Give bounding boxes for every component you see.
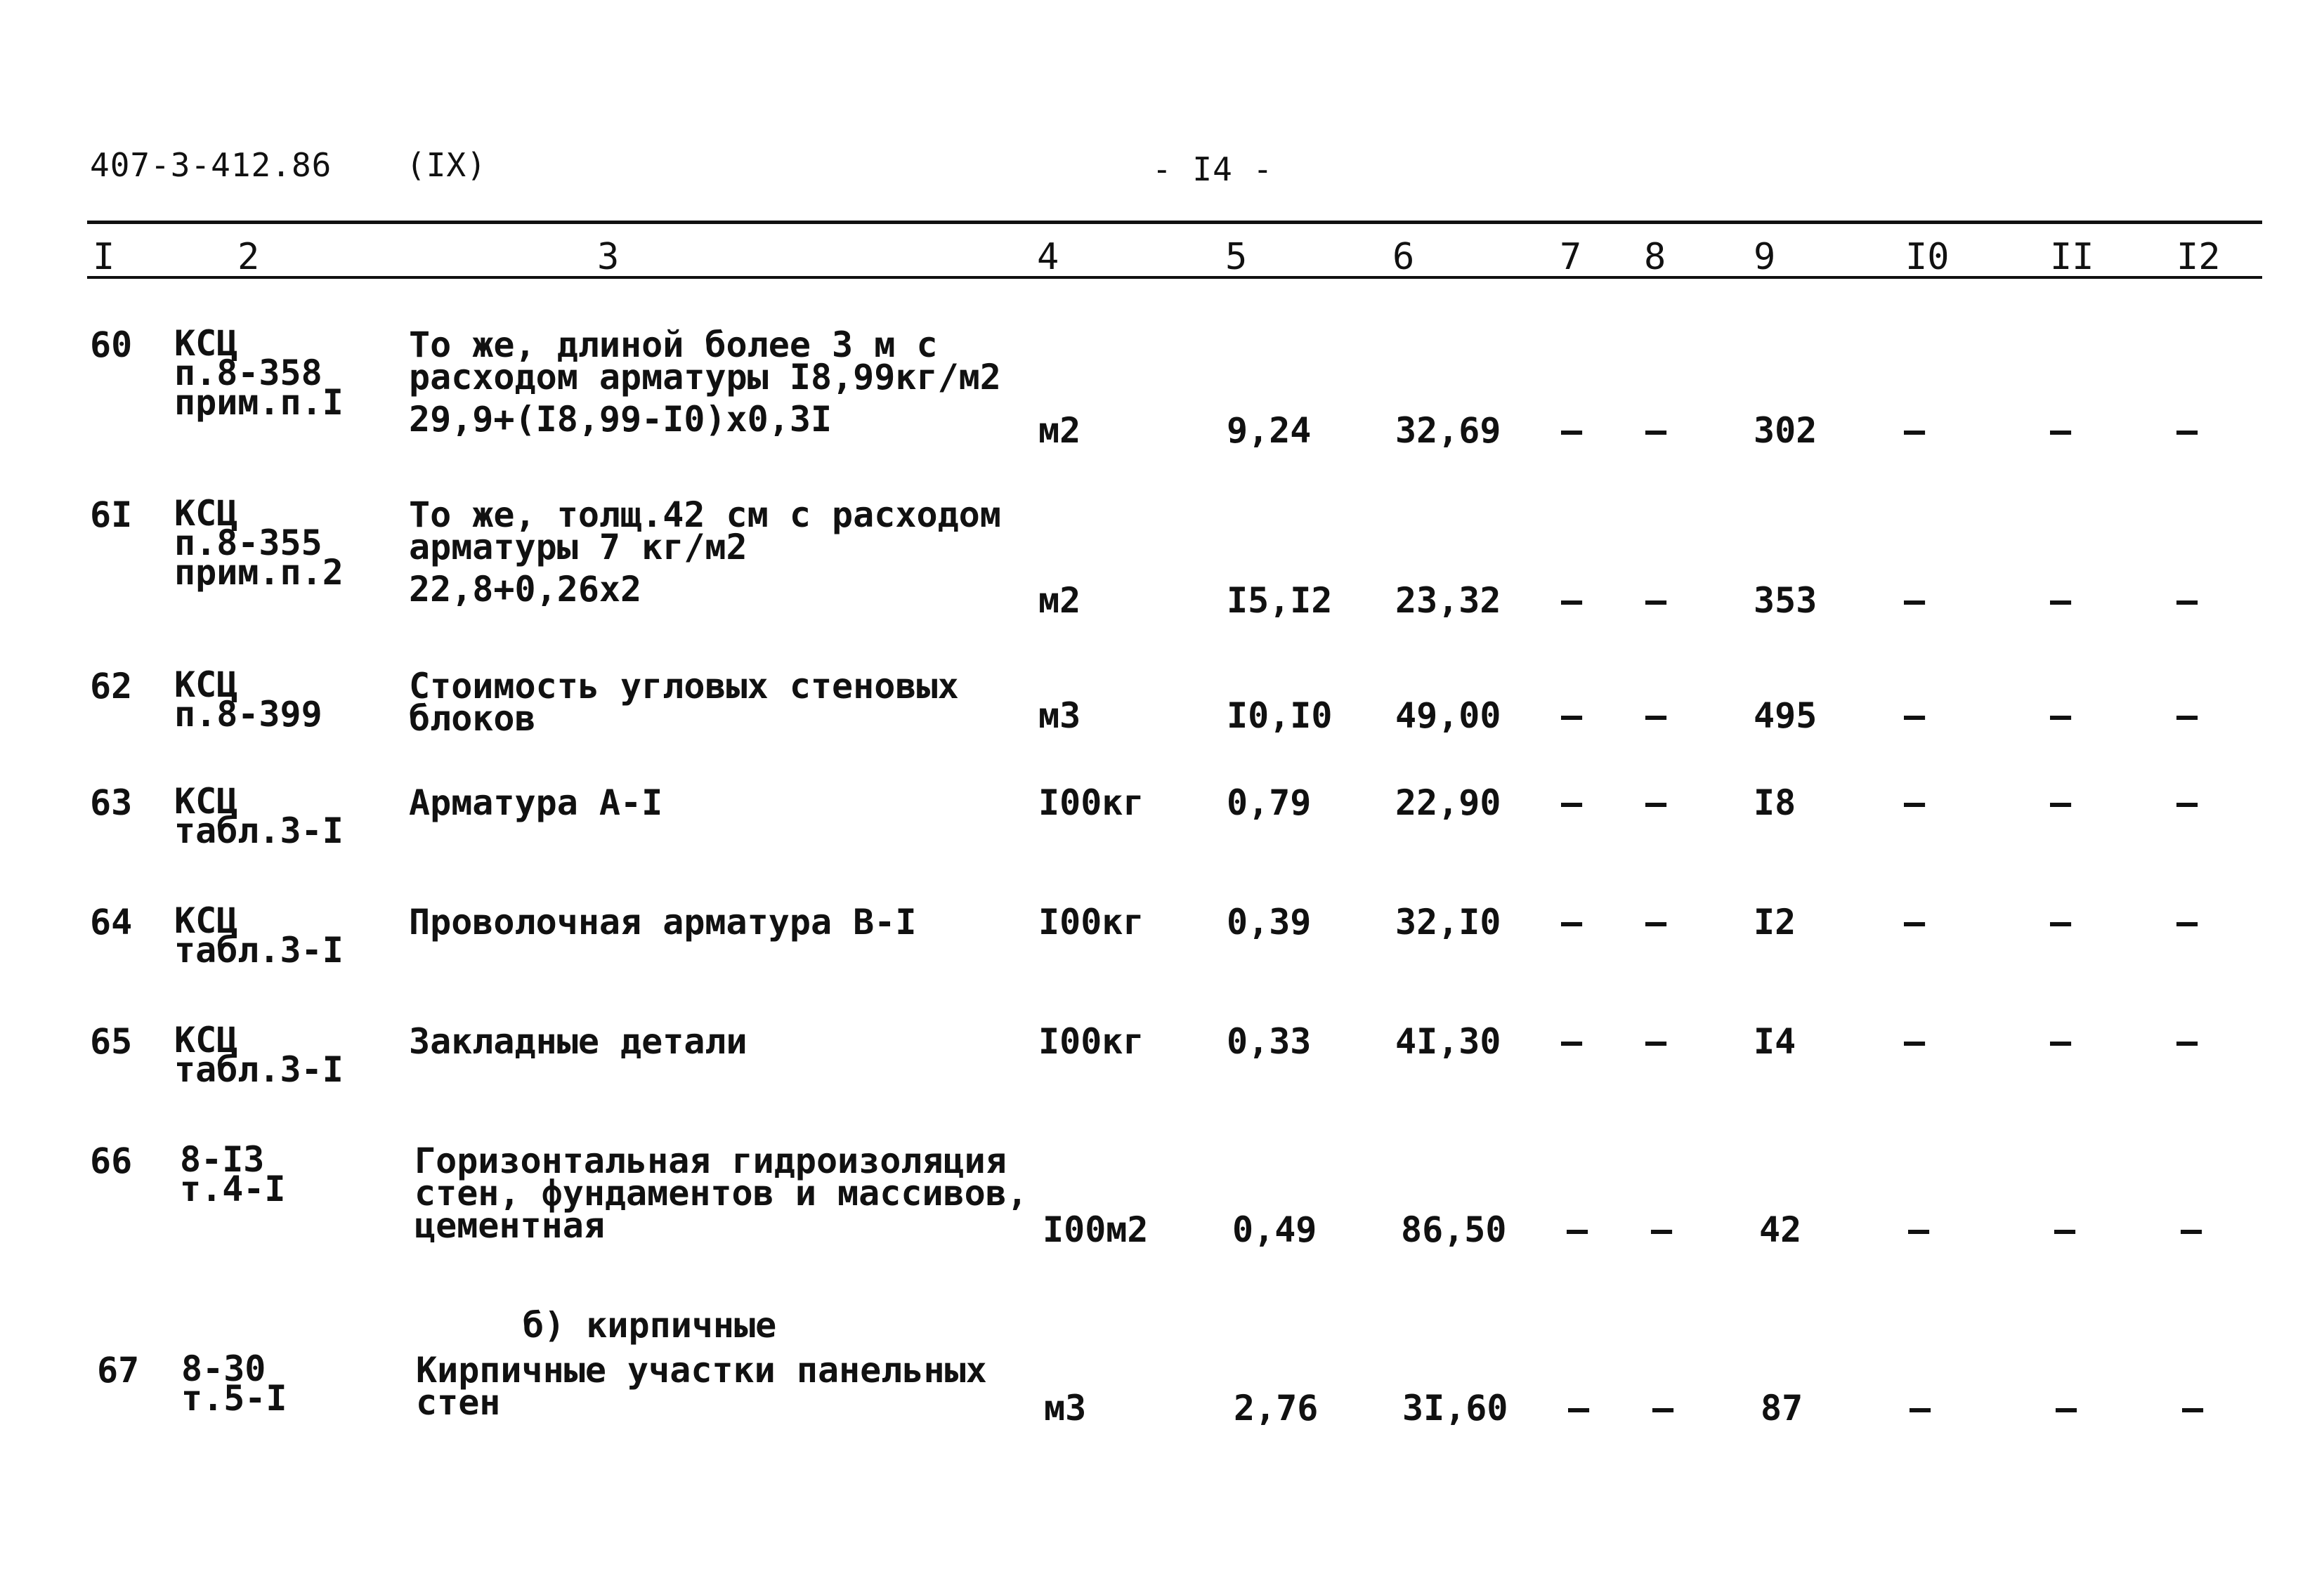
row-col10: – <box>1904 410 1926 451</box>
row-col10: – <box>1910 1388 1931 1429</box>
row-col8: – <box>1645 902 1667 943</box>
row-description: Горизонтальная гидроизоляция стен, фундаментов и массивов, цементная <box>414 1141 1028 1246</box>
row-price: 49,00 <box>1395 695 1501 736</box>
column-header-8: 8 <box>1644 236 1666 278</box>
row-price: 3I,60 <box>1402 1388 1508 1429</box>
row-unit: м2 <box>1038 580 1081 621</box>
row-number: 63 <box>90 782 133 823</box>
column-header-4: 4 <box>1037 236 1059 278</box>
column-header-9: 9 <box>1754 236 1776 278</box>
row-col11: – <box>2050 410 2072 451</box>
row-col10: – <box>1904 695 1926 736</box>
column-header-12: I2 <box>2176 236 2221 278</box>
row-quantity: 2,76 <box>1234 1388 1319 1429</box>
row-col11: – <box>2054 1209 2076 1250</box>
row-reference: КСЦ табл.3-I <box>174 781 344 851</box>
row-col9: 353 <box>1754 580 1817 621</box>
column-header-2: 2 <box>237 236 260 278</box>
row-col10: – <box>1904 902 1926 943</box>
row-col9: I2 <box>1754 902 1796 943</box>
row-unit: м2 <box>1038 410 1081 451</box>
row-number: 64 <box>90 902 133 943</box>
row-description: Проволочная арматура В-I <box>409 902 917 943</box>
row-col12: – <box>2176 695 2198 736</box>
row-col7: – <box>1561 695 1583 736</box>
row-col7: – <box>1567 1209 1588 1250</box>
row-col8: – <box>1645 695 1667 736</box>
row-number: 67 <box>97 1350 140 1391</box>
doc-section: (IX) <box>406 146 487 184</box>
row-col12: – <box>2176 782 2198 823</box>
row-quantity: 0,79 <box>1227 782 1312 823</box>
row-price: 86,50 <box>1401 1209 1507 1250</box>
column-header-3: 3 <box>597 236 620 278</box>
column-header-5: 5 <box>1225 236 1248 278</box>
row-quantity: 0,33 <box>1227 1021 1312 1062</box>
row-col8: – <box>1645 1021 1667 1062</box>
row-col7: – <box>1561 902 1583 943</box>
column-header-11: II <box>2050 236 2094 278</box>
row-col10: – <box>1904 1021 1926 1062</box>
top-rule <box>87 221 2262 224</box>
row-unit: I00кг <box>1038 1021 1144 1062</box>
row-col11: – <box>2050 580 2072 621</box>
column-header-10: I0 <box>1905 236 1950 278</box>
column-header-7: 7 <box>1560 236 1582 278</box>
row-col8: – <box>1645 782 1667 823</box>
row-col8: – <box>1645 580 1667 621</box>
row-quantity: I5,I2 <box>1227 580 1333 621</box>
row-col10: – <box>1904 580 1926 621</box>
row-unit: м3 <box>1038 695 1081 736</box>
row-reference: 8-I3 т.4-I <box>180 1139 286 1209</box>
row-col12: – <box>2182 1388 2204 1429</box>
row-col7: – <box>1561 580 1583 621</box>
row-col9: 495 <box>1754 695 1817 736</box>
row-price: 32,I0 <box>1395 902 1501 943</box>
row-col9: 87 <box>1761 1388 1803 1429</box>
row-col12: – <box>2176 410 2198 451</box>
row-quantity: I0,I0 <box>1227 695 1333 736</box>
row-col8: – <box>1652 1388 1674 1429</box>
row-number: 6I <box>90 494 133 535</box>
row-unit: м3 <box>1044 1388 1087 1429</box>
row-description: Стоимость угловых стеновых блоков <box>409 666 959 739</box>
row-price: 4I,30 <box>1395 1021 1501 1062</box>
row-number: 60 <box>90 324 133 365</box>
row-col9: 302 <box>1754 410 1817 451</box>
row-price: 32,69 <box>1395 410 1501 451</box>
row-quantity: 0,39 <box>1227 902 1312 943</box>
row-col9: I4 <box>1754 1021 1796 1062</box>
row-reference: КСЦ п.8-355 прим.п.2 <box>174 493 344 593</box>
row-col7: – <box>1568 1388 1590 1429</box>
row-col7: – <box>1561 1021 1583 1062</box>
row-col12: – <box>2176 1021 2198 1062</box>
row-col11: – <box>2056 1388 2077 1429</box>
row-description: Арматура А-I <box>409 782 663 823</box>
row-col12: – <box>2181 1209 2202 1250</box>
row-col9: 42 <box>1759 1209 1802 1250</box>
row-reference: КСЦ табл.3-I <box>174 900 344 971</box>
section-heading: б) кирпичные <box>523 1305 777 1346</box>
row-description: То же, толщ.42 см с расходом арматуры 7 кг/м2 22,8+0,26x2 <box>409 494 1001 610</box>
row-price: 23,32 <box>1395 580 1501 621</box>
row-unit: I00м2 <box>1043 1209 1149 1250</box>
row-unit: I00кг <box>1038 902 1144 943</box>
row-col10: – <box>1904 782 1926 823</box>
page-number: - I4 - <box>1152 150 1274 188</box>
row-col12: – <box>2176 580 2198 621</box>
row-col7: – <box>1561 782 1583 823</box>
column-header-1: I <box>93 236 115 278</box>
row-col10: – <box>1908 1209 1930 1250</box>
row-number: 65 <box>90 1021 133 1062</box>
row-col7: – <box>1561 410 1583 451</box>
row-price: 22,90 <box>1395 782 1501 823</box>
row-col8: – <box>1651 1209 1673 1250</box>
row-unit: I00кг <box>1038 782 1144 823</box>
row-quantity: 9,24 <box>1227 410 1312 451</box>
row-col8: – <box>1645 410 1667 451</box>
row-description: Закладные детали <box>409 1021 748 1062</box>
row-number: 62 <box>90 666 133 707</box>
row-reference: 8-30 т.5-I <box>181 1348 287 1419</box>
row-col11: – <box>2050 695 2072 736</box>
doc-code: 407-3-412.86 <box>90 146 332 184</box>
row-reference: КСЦ п.8-399 <box>174 664 322 735</box>
row-col12: – <box>2176 902 2198 943</box>
row-description: То же, длиной более 3 м с расходом арматуры I8,99кг/м2 29,9+(I8,99-I0)x0,3I <box>409 324 1001 440</box>
row-reference: КСЦ табл.3-I <box>174 1020 344 1090</box>
row-reference: КСЦ п.8-358 прим.п.I <box>174 323 344 423</box>
column-header-6: 6 <box>1392 236 1415 278</box>
row-description: Кирпичные участки панельных стен <box>416 1350 987 1423</box>
row-col11: – <box>2050 902 2072 943</box>
row-col9: I8 <box>1754 782 1796 823</box>
row-quantity: 0,49 <box>1232 1209 1317 1250</box>
row-col11: – <box>2050 782 2072 823</box>
row-col11: – <box>2050 1021 2072 1062</box>
row-number: 66 <box>90 1141 133 1181</box>
